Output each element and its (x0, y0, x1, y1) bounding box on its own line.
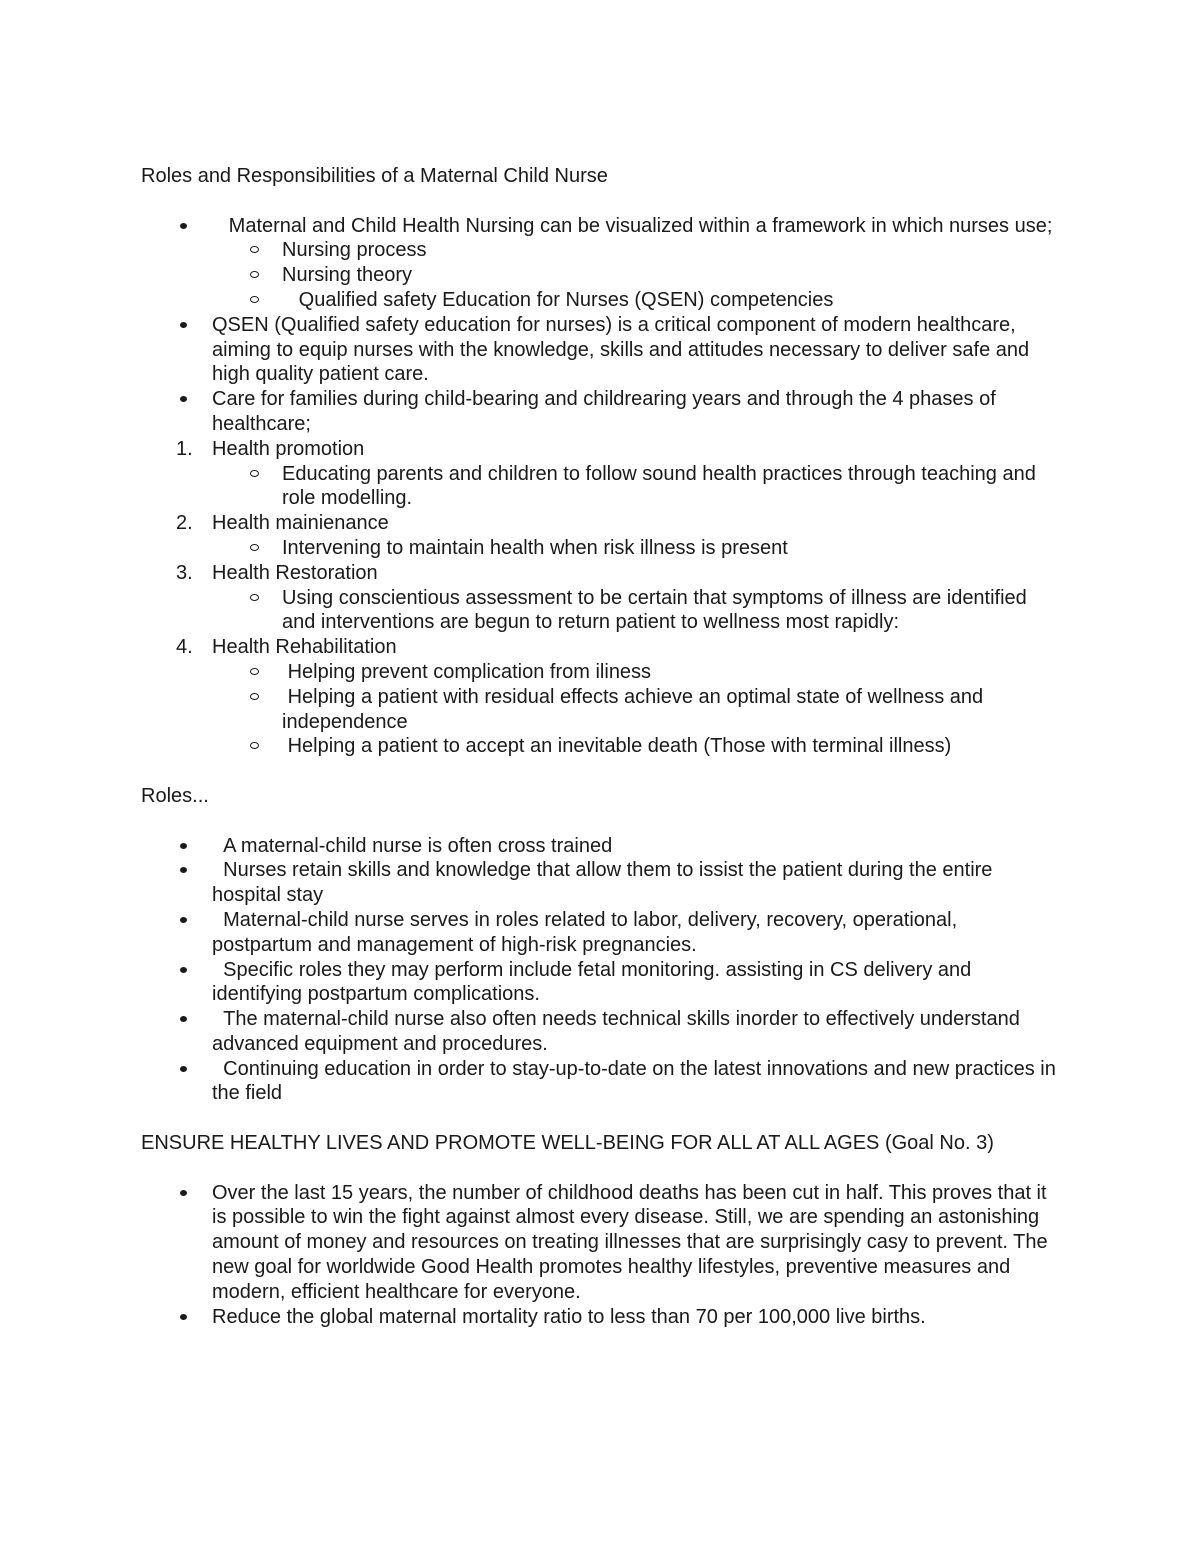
circle-bullet-icon (250, 742, 259, 749)
numbered-item: 4. Health Rehabilitation (176, 636, 397, 659)
circle-bullet-icon (250, 693, 259, 700)
bullet-icon (180, 1016, 187, 1022)
bullet-item: Over the last 15 years, the number of childhood deaths has been cut in half. This proves that it is possible to win the fight against almost every disease. Still, we are spending an astonishing amount of money and resources on treating illnesses that are surprisingly casy to prevent. The new goal for worldwide Good Health promotes healthy lifestyles, preventive measures and modern, efficient healthcare for everyone. (141, 1181, 1061, 1305)
bullet-item: A maternal-child nurse is often cross trained (141, 834, 1061, 859)
document-content (141, 164, 1061, 1329)
circle-bullet-icon (250, 246, 259, 253)
numbered-item: 1. Health promotion (176, 437, 365, 460)
list-number: 1. (176, 437, 193, 460)
bullet-item: Care for families during child-bearing and childrearing years and through the 4 phases of healthcare; (141, 387, 1061, 437)
list-number: 3. (176, 561, 193, 584)
sub-bullet-item: Helping a patient with residual effects achieve an optimal state of wellness and independence (141, 685, 1061, 735)
sub-bullet-item: Educating parents and children to follow sound health practices through teaching and role modelling. (141, 462, 1061, 512)
list-number: 2. (176, 512, 193, 535)
bullet-item: QSEN (Qualified safety education for nurses) is a critical component of modern healthcare, aiming to equip nurses with the knowledge, skills and attitudes necessary to deliver safe and high quality patient care. (141, 313, 1061, 387)
numbered-item: 3. Health Restoration (176, 561, 378, 584)
goal-heading: ENSURE HEALTHY LIVES AND PROMOTE WELL-BEING FOR ALL AT ALL AGES (Goal No. 3) (141, 1132, 994, 1155)
bullet-icon (180, 917, 187, 923)
circle-bullet-icon (250, 668, 259, 675)
sub-bullet-item: Nursing theory (141, 263, 1061, 288)
bullet-item: Nurses retain skills and knowledge that allow them to issist the patient during the entire hospital stay (141, 858, 1061, 908)
numbered-item: 2. Health mainienance (176, 512, 389, 535)
circle-bullet-icon (250, 594, 259, 601)
circle-bullet-icon (250, 271, 259, 278)
bullet-icon (180, 1066, 187, 1072)
bullet-item: Reduce the global maternal mortality ratio to less than 70 per 100,000 live births. (141, 1305, 1061, 1330)
bullet-icon (180, 867, 187, 873)
sub-bullet-item: Qualified safety Education for Nurses (QSEN) competencies (141, 288, 1061, 313)
section-title: Roles and Responsibilities of a Maternal Child Nurse (141, 165, 608, 187)
sub-bullet-item: Using conscientious assessment to be certain that symptoms of illness are identified and interventions are begun to return patient to wellness most rapidly: (141, 586, 1061, 636)
bullet-item: Maternal and Child Health Nursing can be visualized within a framework in which nurses use; (141, 214, 1061, 239)
sub-bullet-item: Intervening to maintain health when risk illness is present (141, 536, 1061, 561)
bullet-item: Maternal-child nurse serves in roles related to labor, delivery, recovery, operational, postpartum and management of high-risk pregnancies. (141, 908, 1061, 958)
sub-bullet-item: Helping prevent complication from iliness (141, 660, 1061, 685)
bullet-item: The maternal-child nurse also often needs technical skills inorder to effectively understand advanced equipment and procedures. (141, 1007, 1061, 1057)
bullet-icon (180, 1314, 187, 1320)
bullet-icon (180, 967, 187, 973)
circle-bullet-icon (250, 296, 259, 303)
sub-bullet-item: Helping a patient to accept an inevitable death (Those with terminal illness) (141, 734, 1061, 759)
circle-bullet-icon (250, 544, 259, 551)
bullet-icon (180, 1190, 187, 1196)
bullet-icon (180, 396, 187, 402)
bullet-item: Specific roles they may perform include fetal monitoring. assisting in CS delivery and identifying postpartum complications. (141, 958, 1061, 1008)
bullet-icon (180, 223, 187, 229)
bullet-item: Continuing education in order to stay-up-to-date on the latest innovations and new practices in the field (141, 1057, 1061, 1107)
circle-bullet-icon (250, 470, 259, 477)
bullet-icon (180, 322, 187, 328)
bullet-icon (180, 843, 187, 849)
roles-heading: Roles... (141, 784, 209, 807)
sub-bullet-item: Nursing process (141, 238, 1061, 263)
list-number: 4. (176, 636, 193, 659)
